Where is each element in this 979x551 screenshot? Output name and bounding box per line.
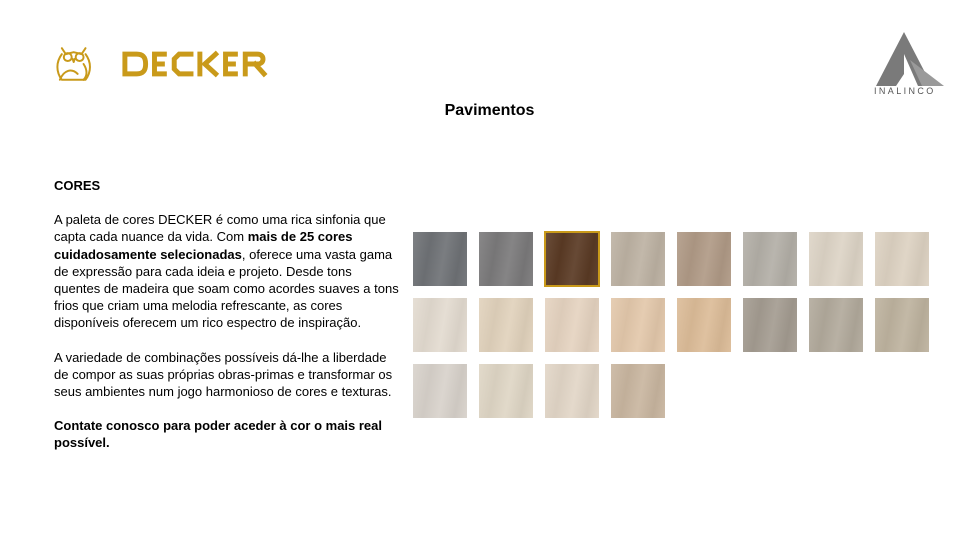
decker-logo (50, 42, 265, 86)
intro-text-1: A paleta de cores DECKER é como uma rica sinfonia que capta cada nuance da vida. Com (54, 212, 386, 245)
color-swatch[interactable] (809, 298, 863, 352)
color-swatch[interactable] (413, 232, 467, 286)
color-swatch[interactable] (611, 364, 665, 418)
contact-cta-text: Contate conosco para poder aceder à cor o mais real possível. (54, 418, 383, 451)
inalinco-wordmark: INALINCO (874, 86, 936, 96)
color-swatch[interactable] (545, 298, 599, 352)
color-swatch[interactable] (875, 232, 929, 286)
combinations-paragraph: A variedade de combinações possíveis dá-lhe a liberdade de compor as suas próprias obras-primas e transformar os seus ambientes num jogo harmonioso de cores e texturas. (54, 349, 393, 400)
color-swatch[interactable] (677, 232, 731, 286)
color-swatch[interactable] (677, 298, 731, 352)
color-swatch[interactable] (611, 298, 665, 352)
color-swatch[interactable] (743, 298, 797, 352)
intro-highlight: mais de 25 cores cuidadosamente selecionadas (54, 229, 353, 262)
color-swatch[interactable] (413, 298, 467, 352)
color-swatch[interactable] (479, 232, 533, 286)
color-swatch[interactable] (743, 232, 797, 286)
inalinco-logo (870, 30, 954, 100)
content-text (54, 177, 399, 469)
intro-paragraph (54, 211, 399, 331)
color-swatch[interactable] (479, 364, 533, 418)
color-swatch[interactable] (479, 298, 533, 352)
color-swatch[interactable] (545, 364, 599, 418)
color-swatch[interactable] (875, 298, 929, 352)
decker-wordmark (117, 49, 275, 79)
color-swatch-grid (413, 232, 933, 422)
page-title: Pavimentos (444, 102, 535, 119)
color-swatch[interactable] (413, 364, 467, 418)
section-heading: CORES (54, 178, 101, 193)
contact-cta (54, 417, 399, 451)
intro-text-2: , oferece uma vasta gama de expressão para cada ideia e projeto. Desde tons quentes de madeira que soam como acordes suaves a tons frios que criam uma melodia refrescante, as cores disponíveis oferecem um rico espectro de inspiração. (54, 246, 399, 331)
color-swatch[interactable] (545, 232, 599, 286)
color-swatch[interactable] (809, 232, 863, 286)
color-swatch[interactable] (611, 232, 665, 286)
